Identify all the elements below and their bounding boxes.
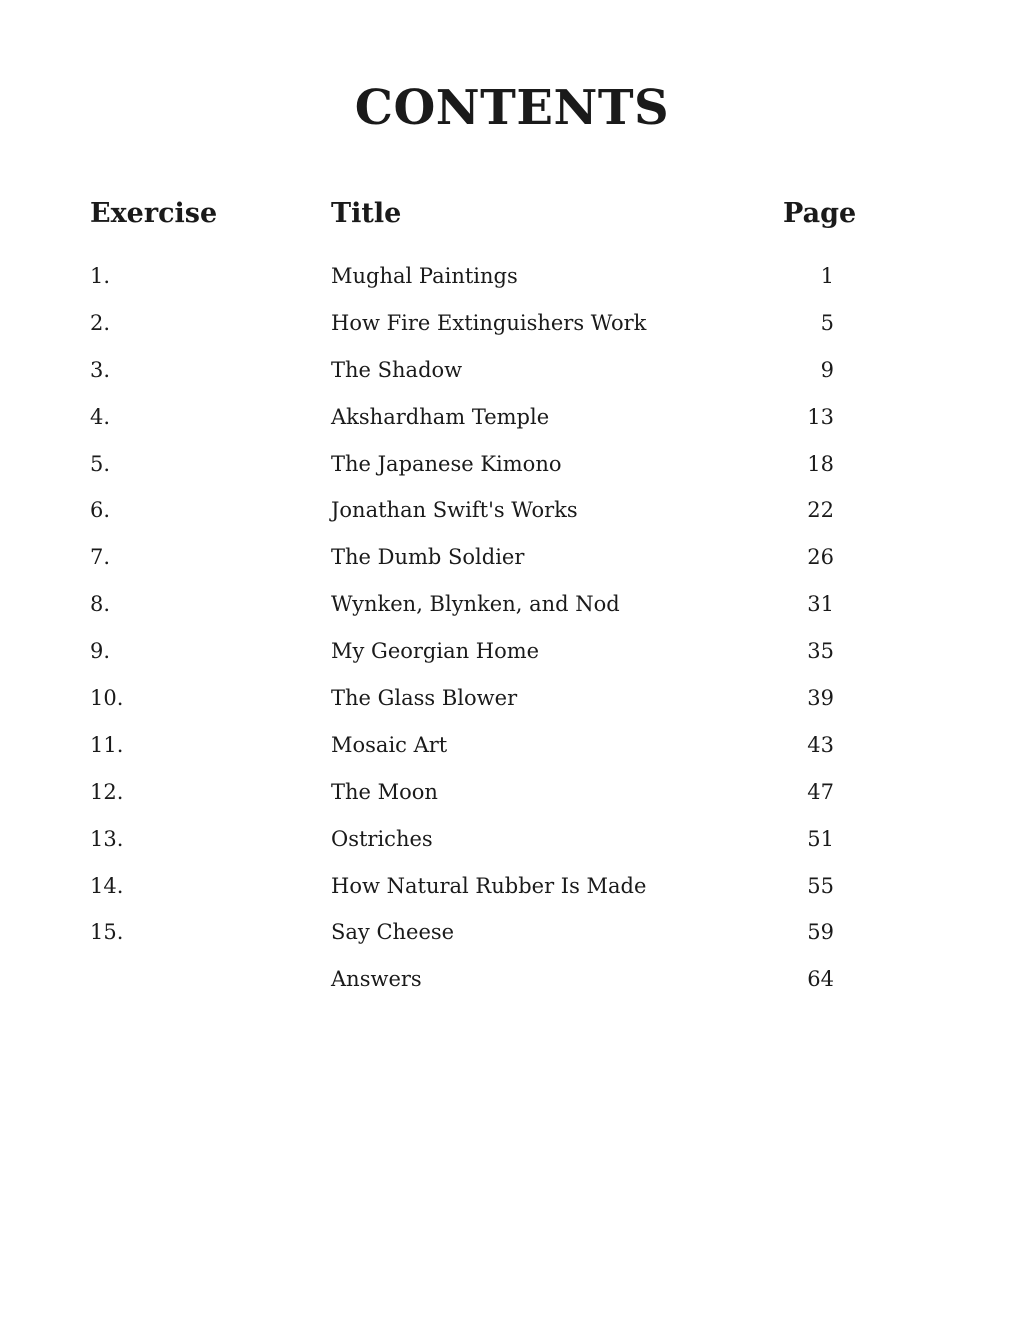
exercise-title: The Moon: [331, 779, 438, 804]
contents-row: [0, 778, 1024, 825]
exercise-title: Jonathan Swift's Works: [331, 498, 578, 523]
page-number: 26: [807, 545, 834, 570]
exercise-title: My Georgian Home: [331, 639, 540, 664]
page-number: 31: [807, 592, 834, 617]
page-number: 18: [807, 451, 834, 476]
contents-row: [0, 637, 1024, 684]
page-number: 5: [820, 310, 834, 335]
contents-row: [0, 825, 1024, 872]
column-header-exercise: Exercise: [90, 198, 218, 229]
exercise-number: 14.: [90, 873, 124, 898]
exercise-number: 8.: [90, 592, 111, 617]
exercise-title: Say Cheese: [331, 920, 455, 945]
exercise-number: 11.: [90, 732, 124, 757]
contents-list: [0, 262, 1024, 1012]
exercise-number: 15.: [90, 920, 124, 945]
answers-title: Answers: [331, 967, 422, 992]
contents-row: [0, 403, 1024, 450]
contents-row: [0, 918, 1024, 965]
exercise-title: Wynken, Blynken, and Nod: [331, 592, 620, 617]
column-header-page: Page: [783, 198, 857, 229]
page-number: 9: [820, 357, 834, 382]
exercise-number: 3.: [90, 357, 111, 382]
exercise-title: Ostriches: [331, 826, 433, 851]
contents-row-answers: [0, 965, 1024, 1012]
exercise-title: How Fire Extinguishers Work: [331, 310, 647, 335]
exercise-number: 6.: [90, 498, 111, 523]
page-number: 22: [807, 498, 834, 523]
page-title: CONTENTS: [354, 80, 670, 136]
contents-row: [0, 496, 1024, 543]
exercise-title: The Glass Blower: [331, 686, 518, 711]
exercise-title: Mosaic Art: [331, 732, 448, 757]
exercise-title: The Dumb Soldier: [331, 545, 525, 570]
exercise-number: 2.: [90, 310, 111, 335]
exercise-number: 9.: [90, 639, 111, 664]
exercise-title: Akshardham Temple: [331, 404, 550, 429]
exercise-title: Mughal Paintings: [331, 264, 518, 288]
exercise-number: 5.: [90, 451, 111, 476]
contents-row: [0, 590, 1024, 637]
contents-row: [0, 450, 1024, 497]
page-number: 51: [807, 826, 834, 851]
column-header-title: Title: [331, 198, 402, 229]
page-number: 35: [807, 639, 834, 664]
exercise-title: How Natural Rubber Is Made: [331, 873, 647, 898]
page-number: 1: [820, 264, 834, 288]
exercise-number: 4.: [90, 404, 111, 429]
page-number: 59: [807, 920, 834, 945]
page-number: 64: [807, 967, 834, 992]
contents-row: [0, 731, 1024, 778]
exercise-number: 13.: [90, 826, 124, 851]
contents-row: [0, 543, 1024, 590]
contents-row: [0, 356, 1024, 403]
contents-row: [0, 872, 1024, 919]
exercise-number: 1.: [90, 264, 111, 288]
exercise-number: 7.: [90, 545, 111, 570]
exercise-title: The Shadow: [331, 357, 463, 382]
exercise-title: The Japanese Kimono: [331, 451, 562, 476]
contents-row: [0, 684, 1024, 731]
contents-row: [0, 262, 1024, 309]
page-number: 47: [807, 779, 834, 804]
exercise-number: 12.: [90, 779, 124, 804]
page-number: 13: [807, 404, 834, 429]
exercise-number: 10.: [90, 686, 124, 711]
contents-row: [0, 309, 1024, 356]
page-number: 43: [807, 732, 834, 757]
page-number: 39: [807, 686, 834, 711]
page-number: 55: [807, 873, 834, 898]
